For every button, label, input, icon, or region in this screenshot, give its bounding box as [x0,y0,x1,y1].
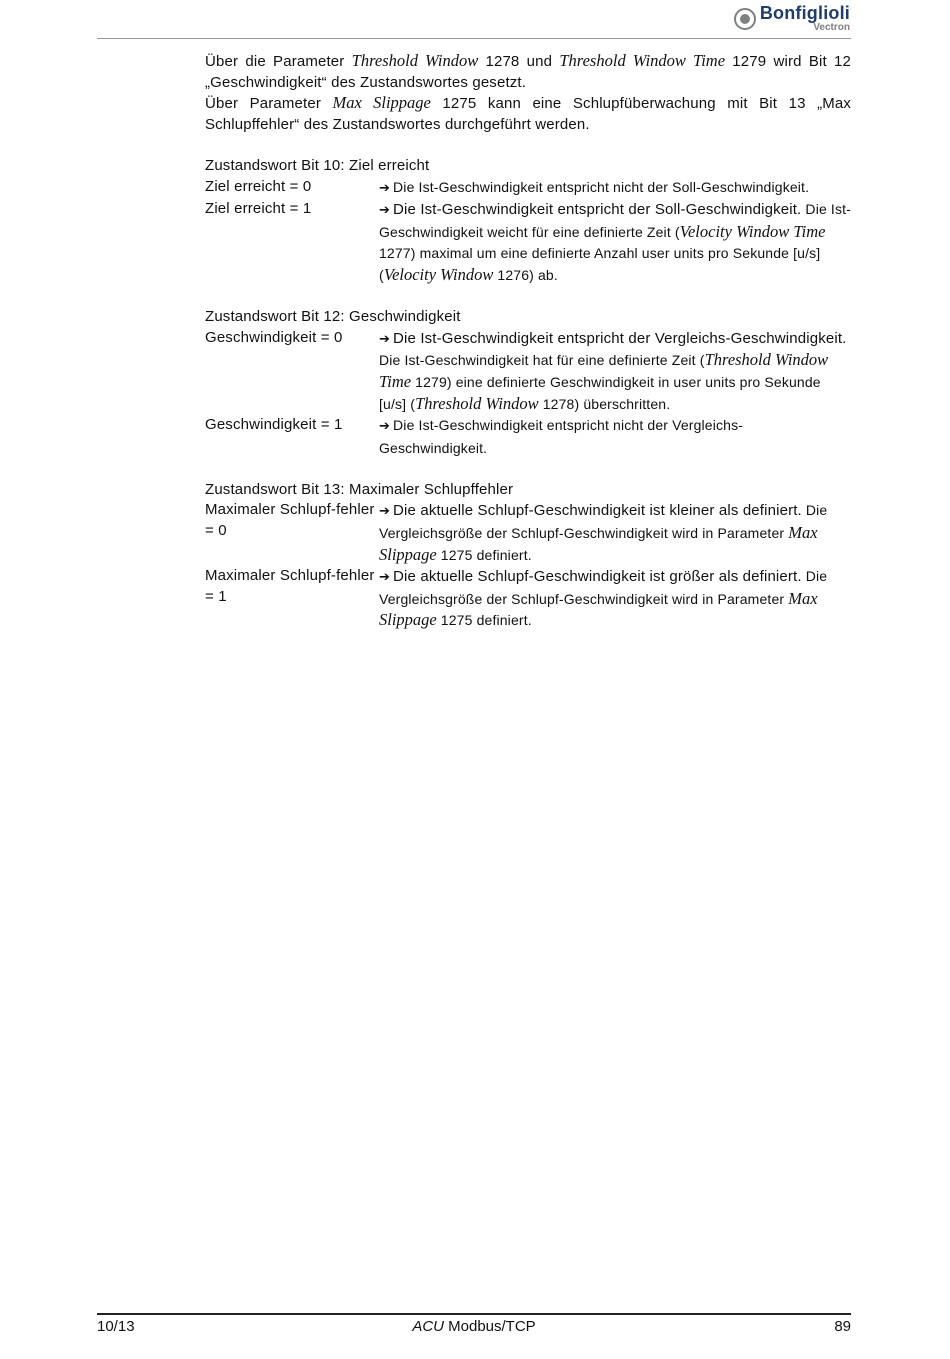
definition-row [205,199,851,286]
brand-logo [734,4,850,33]
logo-brand-text: Bonfiglioli [759,3,850,23]
definition-row [205,500,851,566]
page-body [205,51,851,632]
definition-row [205,177,851,200]
definition-label: Ziel erreicht = 1 [205,200,312,218]
definition-text: ➔ Die Ist-Geschwindigkeit entspricht nicht der Soll-Geschwindigkeit. [379,178,810,196]
page-number: 89 [834,1318,851,1335]
definition-label: Maximaler Schlupf-fehler = 1 [205,567,375,605]
section-bit-13 [205,480,851,632]
header-rule [97,38,851,39]
section-bit-10 [205,156,851,287]
intro-paragraph-2: Über Parameter Max Slippage 1275 kann eine Schlupfüberwachung mit Bit 13 „Max Schlupffehler“ des Zustandswortes durchgeführt werden. [205,93,852,133]
page-footer [97,1318,851,1338]
arrow-right-icon: ➔ [379,203,391,219]
definition-text: ➔ Die Ist-Geschwindigkeit entspricht nicht der Vergleichs-Geschwindigkeit. [379,417,744,456]
definition-label: Geschwindigkeit = 1 [205,416,343,434]
definition-row [205,328,851,415]
arrow-right-icon: ➔ [379,331,391,347]
logo-subbrand-text: Vectron [813,22,850,33]
definition-text: ➔ Die aktuelle Schlupf-Geschwindigkeit ist größer als definiert. Die Vergleichsgröße der Schlupf-Geschwindigkeit wird in Parameter Max Slippage 1275 definiert. [379,568,828,630]
arrow-right-icon: ➔ [379,570,391,586]
definition-text: ➔ Die aktuelle Schlupf-Geschwindigkeit ist kleiner als definiert. Die Vergleichsgröße der Schlupf-Geschwindigkeit wird in Parameter Max Slippage 1275 definiert. [379,502,828,564]
param-threshold-window: Threshold Window [351,51,479,70]
section-title: Zustandswort Bit 13: Maximaler Schlupffehler [205,480,514,498]
section-bit-12 [205,307,851,459]
param-threshold-window-time: Threshold Window Time [559,51,726,70]
definition-row [205,415,851,459]
logo-emblem-icon [734,8,756,30]
footer-version: 10/13 [97,1318,135,1335]
definition-label: Ziel erreicht = 0 [205,177,312,195]
definition-row [205,566,851,632]
definition-text: ➔ Die Ist-Geschwindigkeit entspricht der Vergleichs-Geschwindigkeit. Die Ist-Geschwindigkeit hat für eine definierte Zeit (Threshold Window Time 1279) eine definierte Geschwindigkeit in user units pro Sekunde [u/s] (Threshold Window 1278) überschritten. [379,329,847,413]
section-title: Zustandswort Bit 12: Geschwindigkeit [205,308,461,326]
arrow-right-icon: ➔ [379,504,391,520]
footer-document-title: ACU Modbus/TCP [412,1318,536,1335]
section-title: Zustandswort Bit 10: Ziel erreicht [205,156,430,174]
footer-rule [97,1313,851,1315]
definition-label: Geschwindigkeit = 0 [205,328,343,346]
intro-paragraph-1: Über die Parameter Threshold Window 1278 und Threshold Window Time 1279 wird Bit 12 „Geschwindigkeit“ des Zustandswortes gesetzt. [205,51,852,91]
arrow-right-icon: ➔ [379,419,391,435]
arrow-right-icon: ➔ [379,180,391,196]
definition-text: ➔ Die Ist-Geschwindigkeit entspricht der Soll-Geschwindigkeit. Die Ist-Geschwindigkeit weicht für eine definierte Zeit (Velocity Window Time 1277) maximal um eine definierte Anzahl user units pro Sekunde [u/s] (Velocity Window 1276) ab. [379,201,851,284]
definition-label: Maximaler Schlupf-fehler = 0 [205,501,375,540]
param-max-slippage: Max Slippage [332,93,431,113]
